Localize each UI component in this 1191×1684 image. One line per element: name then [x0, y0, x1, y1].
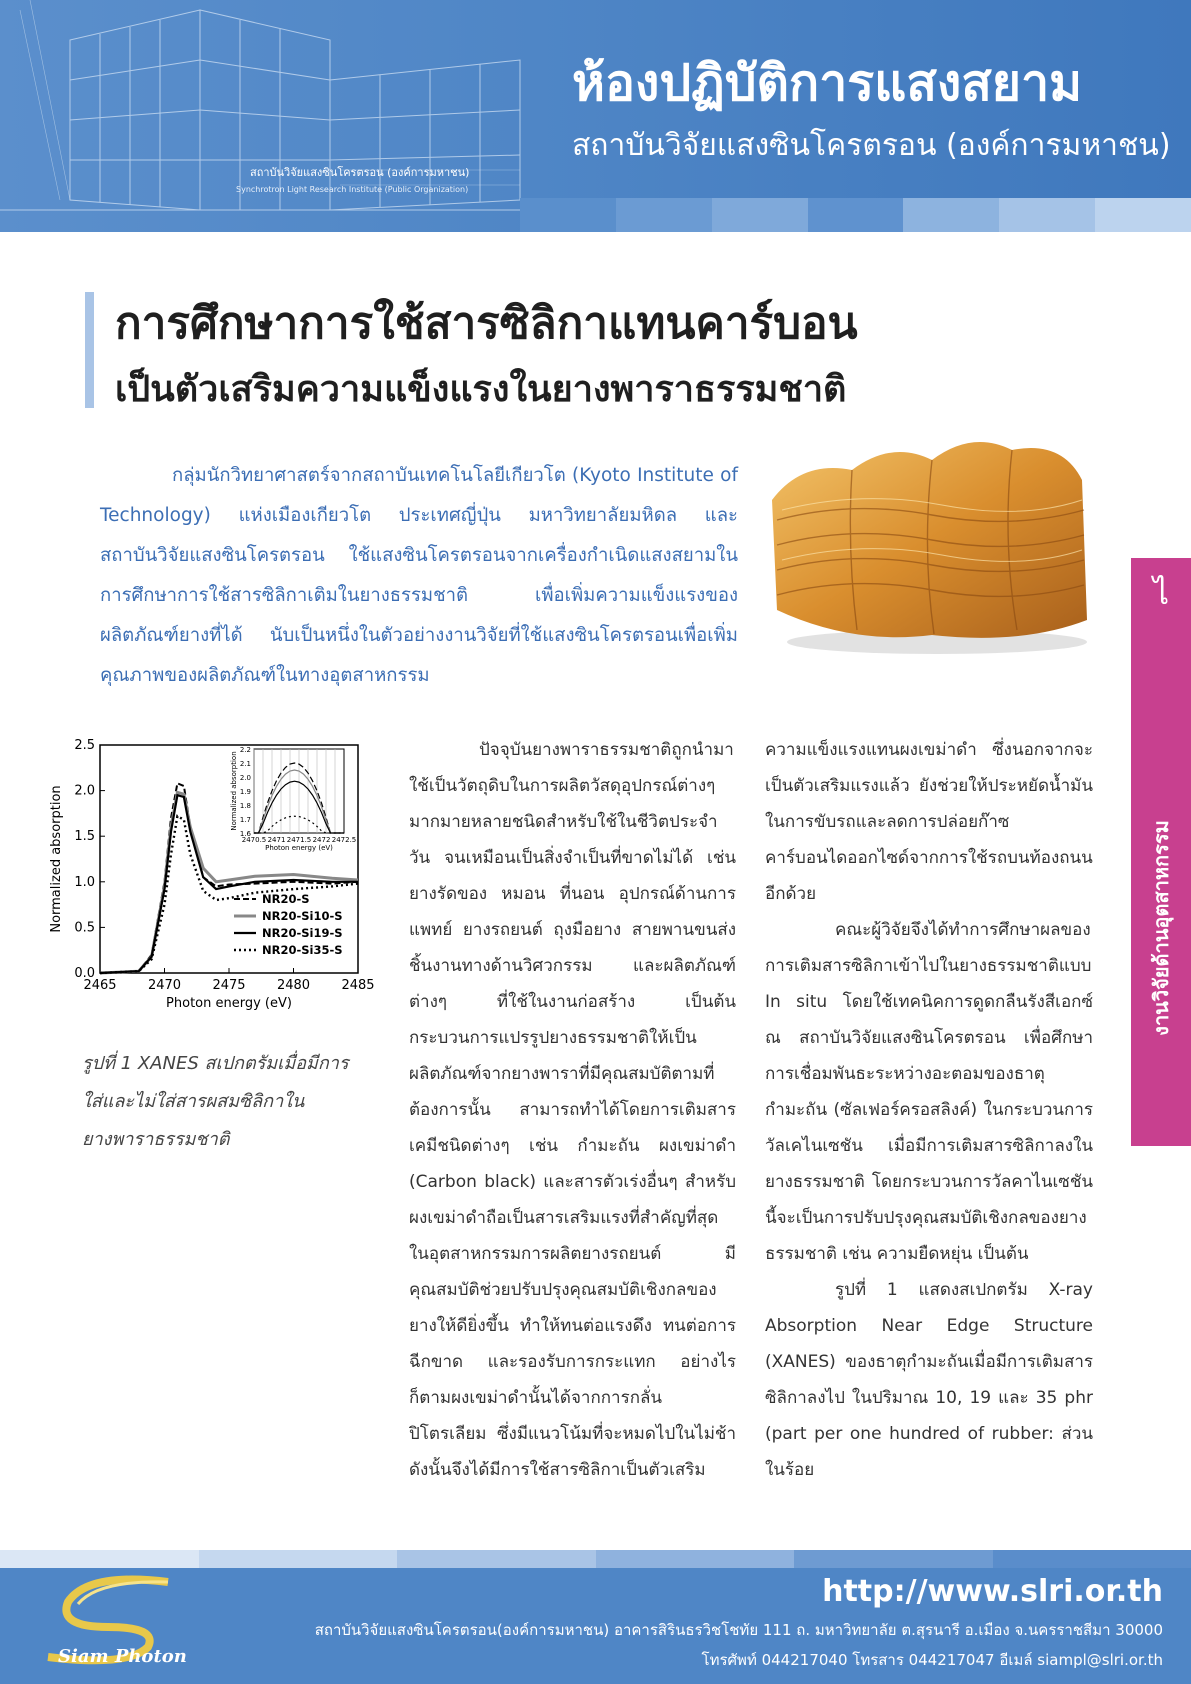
- figure-caption: รูปที่ 1 XANES สเปกตรัมเมื่อมีการใส่และไม่ใส่สารผสมซิลิกาในยางพาราธรรมชาติ: [82, 1053, 349, 1150]
- xanes-chart: [48, 733, 388, 1023]
- inset-x-axis-label: Photon energy (eV): [265, 844, 333, 852]
- institute-subtitle: สถาบันวิจัยแสงซินโครตรอน (องค์การมหาชน): [572, 128, 1171, 163]
- inset-x-tick-label: 2472.5: [331, 836, 357, 844]
- x-axis-label: Photon energy (eV): [166, 996, 292, 1011]
- body-column-1: [409, 732, 736, 1484]
- section-side-tab: [1131, 558, 1191, 1146]
- body-paragraph: รูปที่ 1 แสดงสเปกตรัม X-ray Absorption Near Edge Structure (XANES) ของธาตุกำมะถันเมื่อมีการเติมสารซิลิกาลงไป ในปริมาณ 10, 19 และ 35 phr (part per one hundred of rubber: ส่วนในร้อย: [765, 1280, 1093, 1480]
- legend-entry: NR20-Si35-S: [262, 943, 343, 957]
- y-tick-label: 1.0: [74, 874, 95, 890]
- lab-title: ห้องปฏิบัติการแสงสยาม: [572, 54, 1083, 112]
- legend-entry: NR20-S: [262, 892, 310, 906]
- x-tick-label: 2475: [212, 978, 246, 993]
- rubber-sheets-photo: [762, 420, 1094, 660]
- x-tick-label: 2485: [341, 978, 375, 993]
- inset-x-tick-label: 2470.5: [241, 836, 267, 844]
- legend-entry: NR20-Si10-S: [262, 909, 343, 923]
- legend-entry: NR20-Si19-S: [262, 926, 343, 940]
- inset-x-tick-label: 2471: [267, 836, 286, 844]
- y-tick-label: 2.0: [74, 783, 95, 799]
- y-tick-label: 1.5: [74, 829, 95, 845]
- title-accent-bar: [85, 292, 94, 408]
- inset-x-tick-label: 2472: [312, 836, 331, 844]
- y-tick-label: 0.0: [74, 966, 95, 981]
- footer-address: สถาบันวิจัยแสงซินโครตรอน(องค์การมหาชน) อาคารสิรินธรวิชโชทัย 111 ถ. มหาวิทยาลัย ต.สุรนารี อ.เมือง จ.นครราชสีมา 30000: [314, 1621, 1163, 1639]
- y-tick-label: 2.5: [74, 738, 95, 753]
- inset-y-tick-label: 1.9: [239, 788, 251, 796]
- x-tick-label: 2470: [147, 978, 182, 993]
- inset-y-tick-label: 2.1: [239, 760, 251, 768]
- side-tab-glyph: ไ: [1152, 574, 1170, 612]
- header-color-strip: [520, 198, 1191, 232]
- footer-color-strip: [0, 1550, 1191, 1568]
- inset-y-tick-label: 1.7: [239, 816, 251, 824]
- logo-text: Siam Photon: [58, 1646, 187, 1667]
- inset-y-tick-label: 1.8: [239, 802, 251, 810]
- body-paragraph: ปัจจุบันยางพาราธรรมชาติถูกนำมาใช้เป็นวัตถุดิบในการผลิตวัสดุอุปกรณ์ต่างๆ มากมายหลายชนิดสำหรับใช้ในชีวิตประจำวัน จนเหมือนเป็นสิ่งจำเป็นที่ขาดไม่ได้ เช่น ยางรัดของ หมอน ที่นอน อุปกรณ์ด้านการแพทย์ ยางรถยนต์ ถุงมือยาง สายพานขนส่ง ชิ้นงานทางด้านวิศวกรรม และผลิตภัณฑ์ต่างๆ ที่ใช้ในงานก่อสร้าง เป็นต้น กระบวนการแปรรูปยางธรรมชาติให้เป็นผลิตภัณฑ์จากยางพาราที่มีคุณสมบัติตามที่ต้องการนั้น สามารถทำได้โดยการเติมสารเคมีชนิดต่างๆ เช่น กำมะถัน ผงเขม่าดำ (Carbon black) และสารตัวเร่งอื่นๆ สำหรับผงเขม่าดำถือเป็นสารเสริมแรงที่สำคัญที่สุดในอุตสาหกรรมการผลิตยางรถยนต์ มีคุณสมบัติช่วยปรับปรุงคุณสมบัติเชิงกลของยางให้ดียิ่งขึ้น ทำให้ทนต่อแรงดึง ทนต่อการฉีกขาด และรองรับการกระแทก อย่างไรก็ตามผงเขม่าดำนั้นได้จากการกลั่นปิโตรเลียม ซึ่งมีแนวโน้มที่จะหมดไปในไม่ช้า ดังนั้นจึงได้มีการใช้สารซิลิกาเป็นตัวเสริม: [409, 740, 736, 1480]
- side-tab-label: งานวิจัยด้านอุตสาหกรรม: [1149, 820, 1173, 1036]
- y-tick-label: 0.5: [74, 920, 95, 936]
- inset-y-tick-label: 2.0: [239, 774, 251, 782]
- article-title-line2: เป็นตัวเสริมความแข็งแรงในยางพาราธรรมชาติ: [115, 369, 847, 410]
- header-banner: [0, 0, 1191, 232]
- inset-x-tick-label: 2471.5: [286, 836, 312, 844]
- inset-y-tick-label: 2.2: [239, 746, 251, 754]
- building-sign-en: Synchrotron Light Research Institute (Public Organization): [236, 185, 469, 194]
- inset-y-axis-label: Normalized absorption: [230, 751, 238, 831]
- inset-y-tick-label: 1.6: [239, 830, 251, 838]
- article-title-line1: การศึกษาการใช้สารซิลิกาแทนคาร์บอน: [115, 298, 858, 349]
- body-column-2: [765, 732, 1093, 1484]
- x-tick-label: 2480: [276, 978, 311, 993]
- siam-photon-logo: [28, 1572, 198, 1672]
- x-tick-label: 2465: [83, 978, 117, 993]
- building-illustration: [0, 0, 530, 232]
- y-axis-label: Normalized absorption: [49, 785, 64, 933]
- intro-paragraph: กลุ่มนักวิทยาศาสตร์จากสถาบันเทคโนโลยีเกียวโต (Kyoto Institute of Technology) แห่งเมืองเกียวโต ประเทศญี่ปุ่น มหาวิทยาลัยมหิดล และสถาบันวิจัยแสงซินโครตรอน ใช้แสงซินโครตรอนจากเครื่องกำเนิดแสงสยามในการศึกษาการใช้สารซิลิกาเติมในยางธรรมชาติ เพื่อเพิ่มความแข็งแรงของผลิตภัณฑ์ยางที่ได้ นับเป็นหนึ่งในตัวอย่างงานวิจัยที่ใช้แสงซินโครตรอนเพื่อเพิ่มคุณภาพของผลิตภัณฑ์ในทางอุตสาหกรรม: [100, 465, 738, 686]
- website-url[interactable]: http://www.slri.or.th: [822, 1574, 1163, 1609]
- body-paragraph: ความแข็งแรงแทนผงเขม่าดำ ซึ่งนอกจากจะเป็นตัวเสริมแรงแล้ว ยังช่วยให้ประหยัดน้ำมันในการขับรถและลดการปล่อยก๊าซคาร์บอนไดออกไซด์จากการใช้รถบนท้องถนนอีกด้วย: [765, 740, 1093, 904]
- body-paragraph: คณะผู้วิจัยจึงได้ทำการศึกษาผลของการเติมสารซิลิกาเข้าไปในยางธรรมชาติแบบ In situ โดยใช้เทคนิคการดูดกลืนรังสีเอกซ์ ณ สถาบันวิจัยแสงซินโครตรอน เพื่อศึกษาการเชื่อมพันธะระหว่างอะตอมของธาตุกำมะถัน (ซัลเฟอร์ครอสลิงค์) ในกระบวนการวัลเคไนเซชัน เมื่อมีการเติมสารซิลิกาลงในยางธรรมชาติ โดยกระบวนการวัลคาไนเซชันนี้จะเป็นการปรับปรุงคุณสมบัติเชิงกลของยางธรรมชาติ เช่น ความยืดหยุ่น เป็นต้น: [765, 920, 1093, 1264]
- footer-contact: โทรศัพท์ 044217040 โทรสาร 044217047 อีเมล์ siampl@slri.or.th: [701, 1651, 1163, 1669]
- building-sign-th: สถาบันวิจัยแสงซินโครตรอน (องค์การมหาชน): [250, 166, 470, 179]
